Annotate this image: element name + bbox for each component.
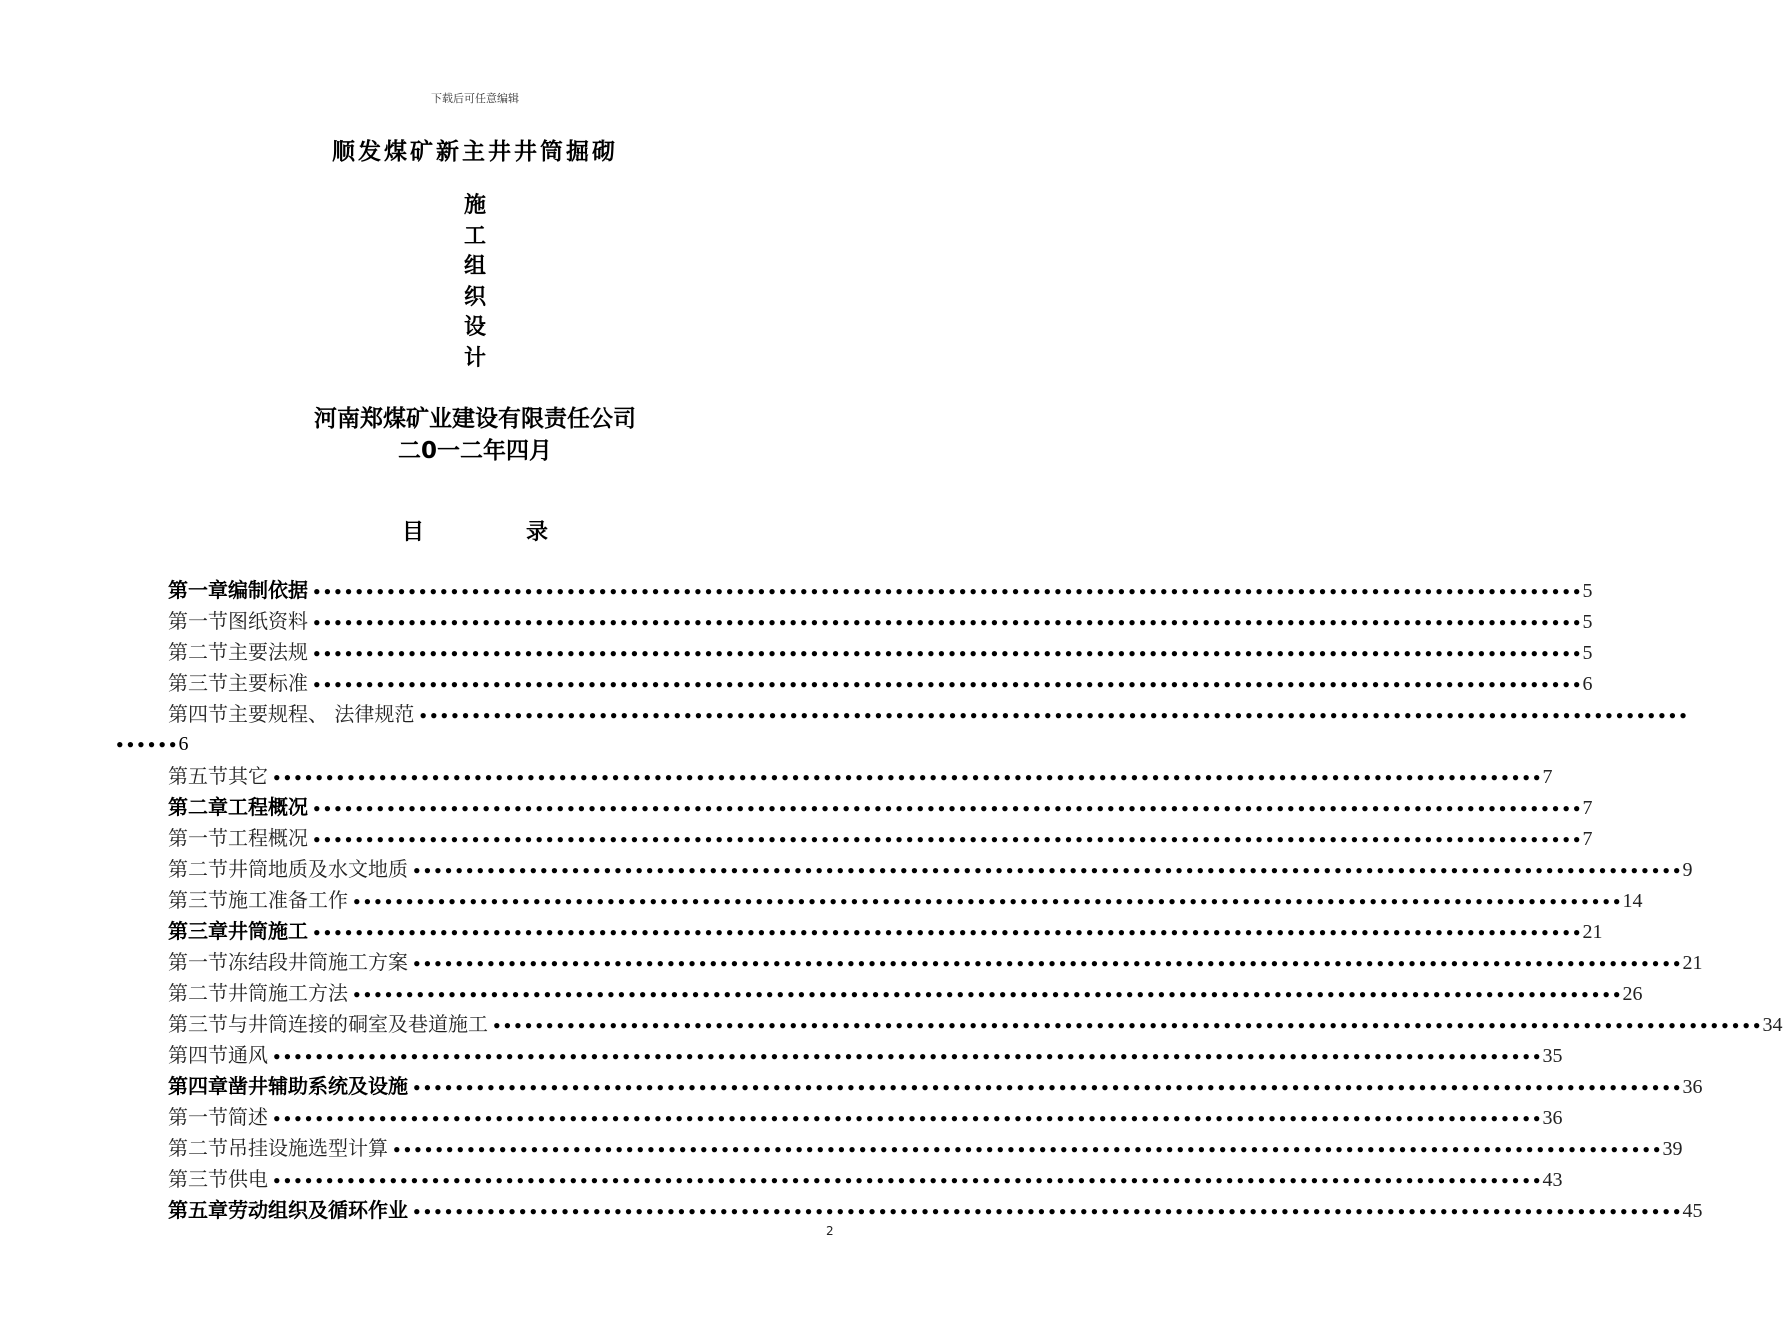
toc-section-entry[interactable] (168, 1008, 1783, 1038)
subtitle-char: 工 (463, 223, 486, 249)
toc-entry-label: 第四章 (168, 1074, 228, 1098)
toc-section-entry[interactable] (168, 853, 1693, 883)
toc-dot-leader: •••••••••••••••••••••••••••••••••••••••••••••••••••••••••••••••••••••••••••••••••••••••••••••••••••••••••••••••••••••••• (272, 1048, 1543, 1066)
toc-entry-page: 5 (1582, 642, 1593, 664)
toc-entry-label: 第一章 (168, 578, 228, 602)
company-name: 河南郑煤矿业建设有限责任公司 (314, 406, 636, 432)
toc-dot-leader: •••••••••••••••••••••••••••••••••••••••••••••••••••••••••••••••••••••••••••••••••••••••••••••••••••••••••••••••••••••••• (312, 924, 1583, 942)
toc-entry-title: 图纸资料 (228, 609, 308, 633)
toc-entry-title: 井筒施工 (228, 919, 308, 943)
toc-section-entry[interactable] (168, 822, 1593, 852)
toc-entry-page: 21 (1582, 921, 1603, 943)
toc-dot-leader: •••••••••••••••••••••••••••••••••••••••••••••••••••••••••••••••••••••••••••••••••••••••••••••••••••••••••••••••••••••••• (492, 1017, 1763, 1035)
toc-entry-label: 第三节 (168, 1012, 228, 1036)
toc-section-entry[interactable] (168, 884, 1643, 914)
toc-section-entry[interactable] (168, 1163, 1563, 1193)
toc-entry-title: 主要标准 (228, 671, 308, 695)
subtitle-char: 施 (463, 193, 486, 218)
toc-dot-leader: •••••••••••••••••••••••••••••••••••••••••••••••••••••••••••••••••••••••••••••••••••••••••••••••••••••••••••••••••••••••• (272, 1110, 1543, 1128)
toc-dot-leader: •••••• (115, 736, 179, 754)
toc-entry-label: 第二节 (168, 1136, 228, 1160)
toc-entry-label: 第四节 (168, 702, 228, 726)
toc-section-entry[interactable] (168, 1132, 1683, 1162)
toc-entry-title: 通风 (228, 1043, 268, 1067)
toc-dot-leader: •••••••••••••••••••••••••••••••••••••••••••••••••••••••••••••••••••••••••••••••••••••••••••••••••••••••••••••••••••••••• (312, 676, 1583, 694)
toc-dot-leader: •••••••••••••••••••••••••••••••••••••••••••••••••••••••••••••••••••••••••••••••••••••••••••••••••••••••••••••••••••••••• (312, 645, 1583, 663)
toc-entry-title: 劳动组织及循环作业 (228, 1198, 408, 1222)
toc-entry-title: 其它 (228, 764, 268, 788)
toc-entry-label: 第三节 (168, 888, 228, 912)
toc-entry-page: 6 (178, 733, 189, 755)
toc-entry-title: 吊挂设施选型计算 (228, 1136, 388, 1160)
toc-entry-page: 39 (1662, 1138, 1683, 1160)
toc-entry-title: 简述 (228, 1105, 268, 1129)
toc-entry-title: 与井筒连接的硐室及巷道施工 (228, 1012, 488, 1036)
toc-entry-label: 第二章 (168, 795, 228, 819)
toc-section-entry[interactable] (168, 1101, 1563, 1131)
toc-entry-label: 第一节 (168, 1105, 228, 1129)
toc-dot-leader: •••••••••••••••••••••••••••••••••••••••••••••••••••••••••••••••••••••••••••••••••••••••••••••••••••••••••••••••••••••••• (412, 1079, 1683, 1097)
toc-entry-label: 第三章 (168, 919, 228, 943)
toc-section-entry[interactable] (168, 946, 1703, 976)
toc-section-entry[interactable] (168, 636, 1593, 666)
toc-entry-label: 第四节 (168, 1043, 228, 1067)
toc-entry-title: 冻结段井筒施工方案 (228, 950, 408, 974)
toc-entry-page: 5 (1582, 580, 1593, 602)
toc-section-entry[interactable] (168, 667, 1593, 697)
toc-dot-leader: •••••••••••••••••••••••••••••••••••••••••••••••••••••••••••••••••••••••••••••••••••••••••••••••••••••••••••••••••••••••• (412, 1203, 1683, 1221)
toc-entry-label: 第五节 (168, 764, 228, 788)
toc-entry-title: 施工准备工作 (228, 888, 348, 912)
toc-entry-title: 井筒地质及水文地质 (228, 857, 408, 881)
toc-entry-page: 43 (1542, 1169, 1563, 1191)
toc-dot-leader: •••••••••••••••••••••••••••••••••••••••••••••••••••••••••••••••••••••••••••••••••••••••••••••••••••••••••••••••••••••••• (272, 769, 1543, 787)
toc-section-entry[interactable] (168, 1039, 1563, 1069)
subtitle-char: 计 (463, 345, 486, 371)
toc-entry-page: 7 (1582, 828, 1593, 850)
toc-entry-label: 第一节 (168, 950, 228, 974)
toc-dot-leader: •••••••••••••••••••••••••••••••••••••••••••••••••••••••••••••••••••••••••••••••••••••••••••••••••••••••••••••••••••••••• (392, 1141, 1663, 1159)
toc-entry-page: 7 (1582, 797, 1593, 819)
toc-dot-leader: •••••••••••••••••••••••••••••••••••••••••••••••••••••••••••••••••••••••••••••••••••••••••••••••••••••••••••••••••••••••• (312, 614, 1583, 632)
toc-chapter-entry[interactable] (168, 791, 1593, 821)
toc-entry-page: 35 (1542, 1045, 1563, 1067)
toc-entry-title: 编制依据 (228, 578, 308, 602)
toc-dot-leader: •••••••••••••••••••••••••••••••••••••••••••••••••••••••••••••••••••••••••••••••••••••••••••••••••••••••••••••••••••••••• (312, 831, 1583, 849)
toc-dot-leader: •••••••••••••••••••••••••••••••••••••••••••••••••••••••••••••••••••••••••••••••••••••••••••••••••••••••••••••••••••••••• (312, 583, 1583, 601)
toc-entry-label: 第二节 (168, 857, 228, 881)
document-title: 顺发煤矿新主井井筒掘砌 (332, 139, 618, 165)
toc-entry-page: 14 (1622, 890, 1643, 912)
header-note: 下载后可任意编辑 (431, 92, 519, 105)
toc-dot-leader: •••••••••••••••••••••••••••••••••••••••••••••••••••••••••••••••••••••••••••••••••••••••••••••••••••••••••••••••••••••••• (352, 893, 1623, 911)
toc-entry-page: 21 (1682, 952, 1703, 974)
toc-entry-page: 34 (1762, 1014, 1783, 1036)
toc-entry-title: 主要规程、 法律规范 (228, 702, 415, 726)
toc-entry-label: 第二节 (168, 640, 228, 664)
toc-dot-leader: •••••••••••••••••••••••••••••••••••••••••••••••••••••••••••••••••••••••••••••••••••••••••••••••••••••••••••••••••••••••• (418, 707, 1689, 725)
toc-entry-page: 7 (1542, 766, 1553, 788)
toc-chapter-entry[interactable] (168, 915, 1603, 945)
toc-entry-page: 26 (1622, 983, 1643, 1005)
toc-chapter-entry[interactable] (168, 1194, 1703, 1224)
toc-entry-title: 供电 (228, 1167, 268, 1191)
toc-entry-label: 第二节 (168, 981, 228, 1005)
toc-entry-page: 9 (1682, 859, 1693, 881)
toc-entry-page: 6 (1582, 673, 1593, 695)
toc-entry-label: 第三节 (168, 671, 228, 695)
page-number: 2 (826, 1224, 834, 1238)
toc-entry-title: 凿井辅助系统及设施 (228, 1074, 408, 1098)
toc-heading-left: 目 (401, 520, 424, 545)
toc-entry-label: 第一节 (168, 609, 228, 633)
toc-entry-label: 第五章 (168, 1198, 228, 1222)
toc-section-entry[interactable] (168, 977, 1643, 1007)
toc-dot-leader: •••••••••••••••••••••••••••••••••••••••••••••••••••••••••••••••••••••••••••••••••••••••••••••••••••••••••••••••••••••••• (272, 1172, 1543, 1190)
toc-entry-page: 45 (1682, 1200, 1703, 1222)
toc-chapter-entry[interactable] (168, 1070, 1703, 1100)
toc-section-entry[interactable] (168, 760, 1553, 790)
toc-entry-title: 工程概况 (228, 826, 308, 850)
toc-chapter-entry[interactable] (168, 574, 1593, 604)
toc-heading-right: 录 (526, 520, 549, 545)
toc-entry-page: 5 (1582, 611, 1593, 633)
document-date: 二0一二年四月 (397, 438, 552, 464)
subtitle-char: 组 (463, 254, 486, 279)
toc-section-entry[interactable] (168, 698, 1689, 728)
toc-dot-leader: •••••••••••••••••••••••••••••••••••••••••••••••••••••••••••••••••••••••••••••••••••••••••••••••••••••••••••••••••••••••• (412, 862, 1683, 880)
toc-entry-page: 36 (1682, 1076, 1703, 1098)
subtitle-char: 织 (463, 284, 486, 310)
toc-wrapped-continuation (115, 731, 189, 756)
toc-dot-leader: •••••••••••••••••••••••••••••••••••••••••••••••••••••••••••••••••••••••••••••••••••••••••••••••••••••••••••••••••••••••• (412, 955, 1683, 973)
toc-dot-leader: •••••••••••••••••••••••••••••••••••••••••••••••••••••••••••••••••••••••••••••••••••••••••••••••••••••••••••••••••••••••• (312, 800, 1583, 818)
subtitle-char: 设 (463, 315, 486, 340)
toc-entry-title: 井筒施工方法 (228, 981, 348, 1005)
toc-section-entry[interactable] (168, 605, 1593, 635)
toc-entry-title: 主要法规 (228, 640, 308, 664)
toc-entry-label: 第三节 (168, 1167, 228, 1191)
toc-entry-page: 36 (1542, 1107, 1563, 1129)
toc-dot-leader: •••••••••••••••••••••••••••••••••••••••••••••••••••••••••••••••••••••••••••••••••••••••••••••••••••••••••••••••••••••••• (352, 986, 1623, 1004)
toc-entry-label: 第一节 (168, 826, 228, 850)
toc-entry-title: 工程概况 (228, 795, 308, 819)
